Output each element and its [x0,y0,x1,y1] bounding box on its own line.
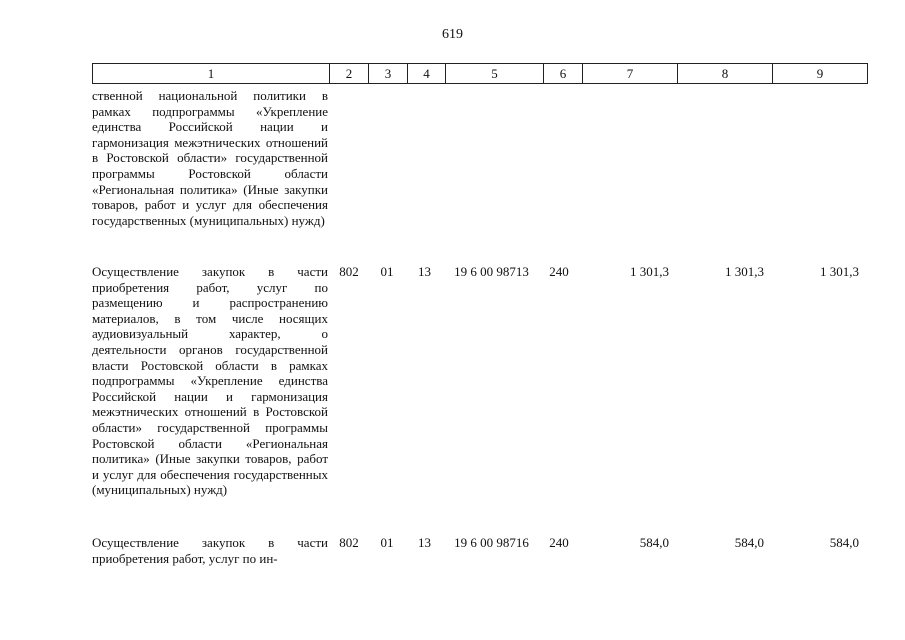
header-col-8: 8 [678,64,773,84]
row-2-col-8: 1 301,3 [725,264,764,279]
column-header-table [92,63,868,84]
row-2-col-6: 240 [549,264,569,279]
header-col-7: 7 [583,64,678,84]
row-3-col-9: 584,0 [829,535,859,550]
header-col-2: 2 [330,64,369,84]
row-2-description: Осуществление закупок в части приобретения работ, услуг по размещению и распространению материалов, в том числе носящих аудиовизуальный характер, о деятельности органов государственной власти Ростовской области в рамках подпрограммы «Укрепление единства Российской нации и гармонизация межэтнических отношений в Ростовской области» государственной программы Ростовской области «Региональная политика» (Иные закупки товаров, работ и услуг для обеспечения государственных (муниципальных) нужд) [92,264,328,498]
row-3-col-6: 240 [549,535,569,550]
row-2-col-3: 01 [380,264,394,279]
row-3-col-2: 802 [339,535,359,550]
row-2-col-2: 802 [339,264,359,279]
row-3-col-3: 01 [380,535,394,550]
header-col-5: 5 [446,64,544,84]
row-3-col-4: 13 [418,535,431,550]
row-2-col-4: 13 [418,264,431,279]
row-3-col-7: 584,0 [639,535,669,550]
row-3-col-8: 584,0 [734,535,764,550]
row-2-col-7: 1 301,3 [630,264,669,279]
row-1-description: ственной национальной политики в рамках подпрограммы «Укрепление единства Российской нации и гармонизация межэтнических отношений в Ростовской области» государственной программы Ростовской области «Региональная политика» (Иные закупки товаров, работ и услуг для обеспечения государственных (муниципальных) нужд) [92,88,328,228]
header-col-6: 6 [544,64,583,84]
header-col-3: 3 [369,64,408,84]
header-col-4: 4 [408,64,446,84]
header-col-1: 1 [93,64,330,84]
header-col-9: 9 [773,64,868,84]
row-3-col-5: 19 6 00 98716 [454,535,529,550]
page-number: 619 [442,27,463,42]
row-3-description: Осуществление закупок в части приобретения работ, услуг по ин- [92,535,328,566]
row-2-col-9: 1 301,3 [820,264,859,279]
column-header-row [93,64,868,84]
row-2-col-5: 19 6 00 98713 [454,264,529,279]
